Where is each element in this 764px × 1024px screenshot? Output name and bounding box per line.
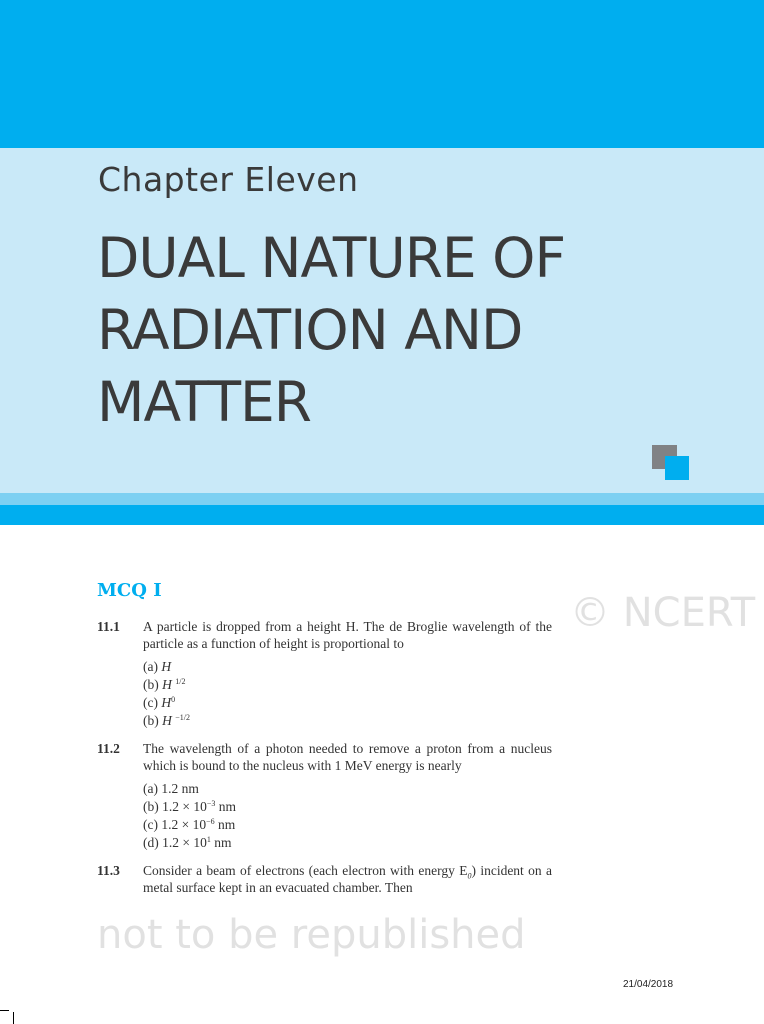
question-number: 11.3 (97, 863, 120, 878)
option: (a) 1.2 nm (143, 781, 199, 796)
divider-band (0, 505, 764, 525)
question-number: 11.1 (97, 619, 120, 634)
option: (b) H $^{1/2}$ (143, 677, 186, 692)
decor-square-blue (665, 456, 689, 480)
question-11-2 (97, 740, 552, 852)
section-title: MCQ I (97, 580, 162, 601)
chapter-title (97, 222, 565, 438)
watermark-ncert: © NCERT (570, 590, 756, 636)
option: (c) $H^0$ (143, 695, 176, 710)
option: (c) $1.2 \times 10^{-6}$ nm (143, 817, 236, 832)
print-date: 21/04/2018 (623, 979, 674, 990)
option: (b) H $^{-1/2}$ (143, 713, 190, 728)
crop-mark (13, 1012, 14, 1024)
question-list (97, 618, 552, 906)
question-text: The wavelength of a photon needed to remove a proton from a nucleus which is bound to the nucleus with 1 MeV energy is nearly (143, 741, 552, 773)
header-band (0, 0, 764, 148)
crop-mark (0, 1010, 9, 1011)
question-text: A particle is dropped from a height H. The de Broglie wavelength of the particle as a function of height is proportional to (143, 619, 552, 651)
option: (b) $1.2 \times 10^{-3}$ nm (143, 799, 237, 814)
option: (d) $1.2 \times 10^1$ nm (143, 835, 232, 850)
chapter-label: Chapter Eleven (98, 160, 359, 199)
divider-stripe (0, 493, 764, 505)
title-line: RADIATION AND (97, 298, 523, 362)
option: (a) H (143, 659, 172, 674)
question-11-1 (97, 618, 552, 730)
question-number: 11.2 (97, 741, 120, 756)
question-text: Consider a beam of electrons (each electron with energy $E_0$) incident on a metal surface kept in an evacuated chamber. Then (143, 863, 552, 895)
watermark-republish: not to be republished (97, 912, 526, 958)
title-line: DUAL NATURE OF (97, 226, 566, 290)
title-line: MATTER (97, 370, 311, 434)
question-11-3 (97, 862, 552, 896)
